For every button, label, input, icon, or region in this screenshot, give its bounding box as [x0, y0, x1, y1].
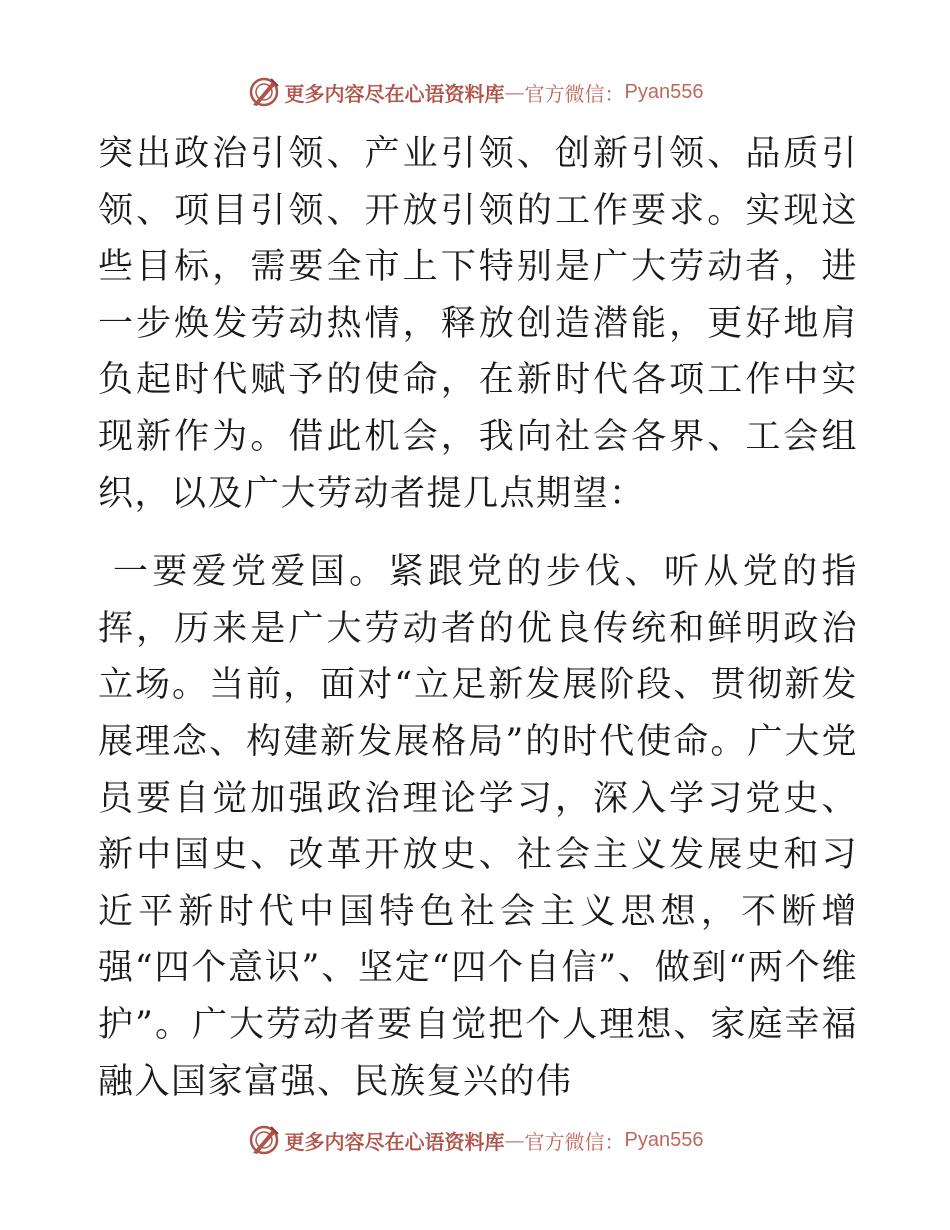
footer-watermark	[0, 1120, 950, 1160]
quill-seal-icon	[247, 1123, 281, 1157]
watermark-separator: —	[504, 80, 525, 104]
paragraph-2-text: 一要爱党爱国。紧跟党的步伐、听从党的指挥，历来是广大劳动者的优良传统和鲜明政治立场。当前，面对“立足新发展阶段、贯彻新发展理念、构建新发展格局”的时代使命。广大党员要自觉加强政治理论学习，深入学习党史、新中国史、改革开放史、社会主义发展史和习近平新时代中国特色社会主义思想，不断增强“四个意识”、坚定“四个自信”、做到“两个维护”。广大劳动者要自觉把个人理想、家庭幸福融入国家富强、民族复兴的伟	[98, 552, 858, 1102]
watermark-wechat-label: 官方微信：	[524, 81, 625, 106]
header-watermark	[0, 72, 950, 112]
watermark-wechat-label: 官方微信：	[524, 1129, 625, 1154]
watermark-site: 更多内容尽在心语资料库	[284, 1129, 505, 1154]
watermark-wechat-id: Pyan556	[624, 1128, 704, 1151]
document-body	[98, 126, 858, 1110]
paragraph-2	[98, 544, 858, 1110]
paragraph-1: 突出政治引领、产业引领、创新引领、品质引领、项目引领、开放引领的工作要求。实现这些目标，需要全市上下特别是广大劳动者，进一步焕发劳动热情，释放创造潜能，更好地肩负起时代赋予的使命，在新时代各项工作中实现新作为。借此机会，我向社会各界、工会组织，以及广大劳动者提几点期望：	[98, 134, 858, 514]
watermark-wechat-id: Pyan556	[624, 80, 704, 103]
watermark-site: 更多内容尽在心语资料库	[284, 81, 505, 106]
watermark-separator: —	[504, 1128, 525, 1152]
quill-seal-icon	[247, 75, 281, 109]
